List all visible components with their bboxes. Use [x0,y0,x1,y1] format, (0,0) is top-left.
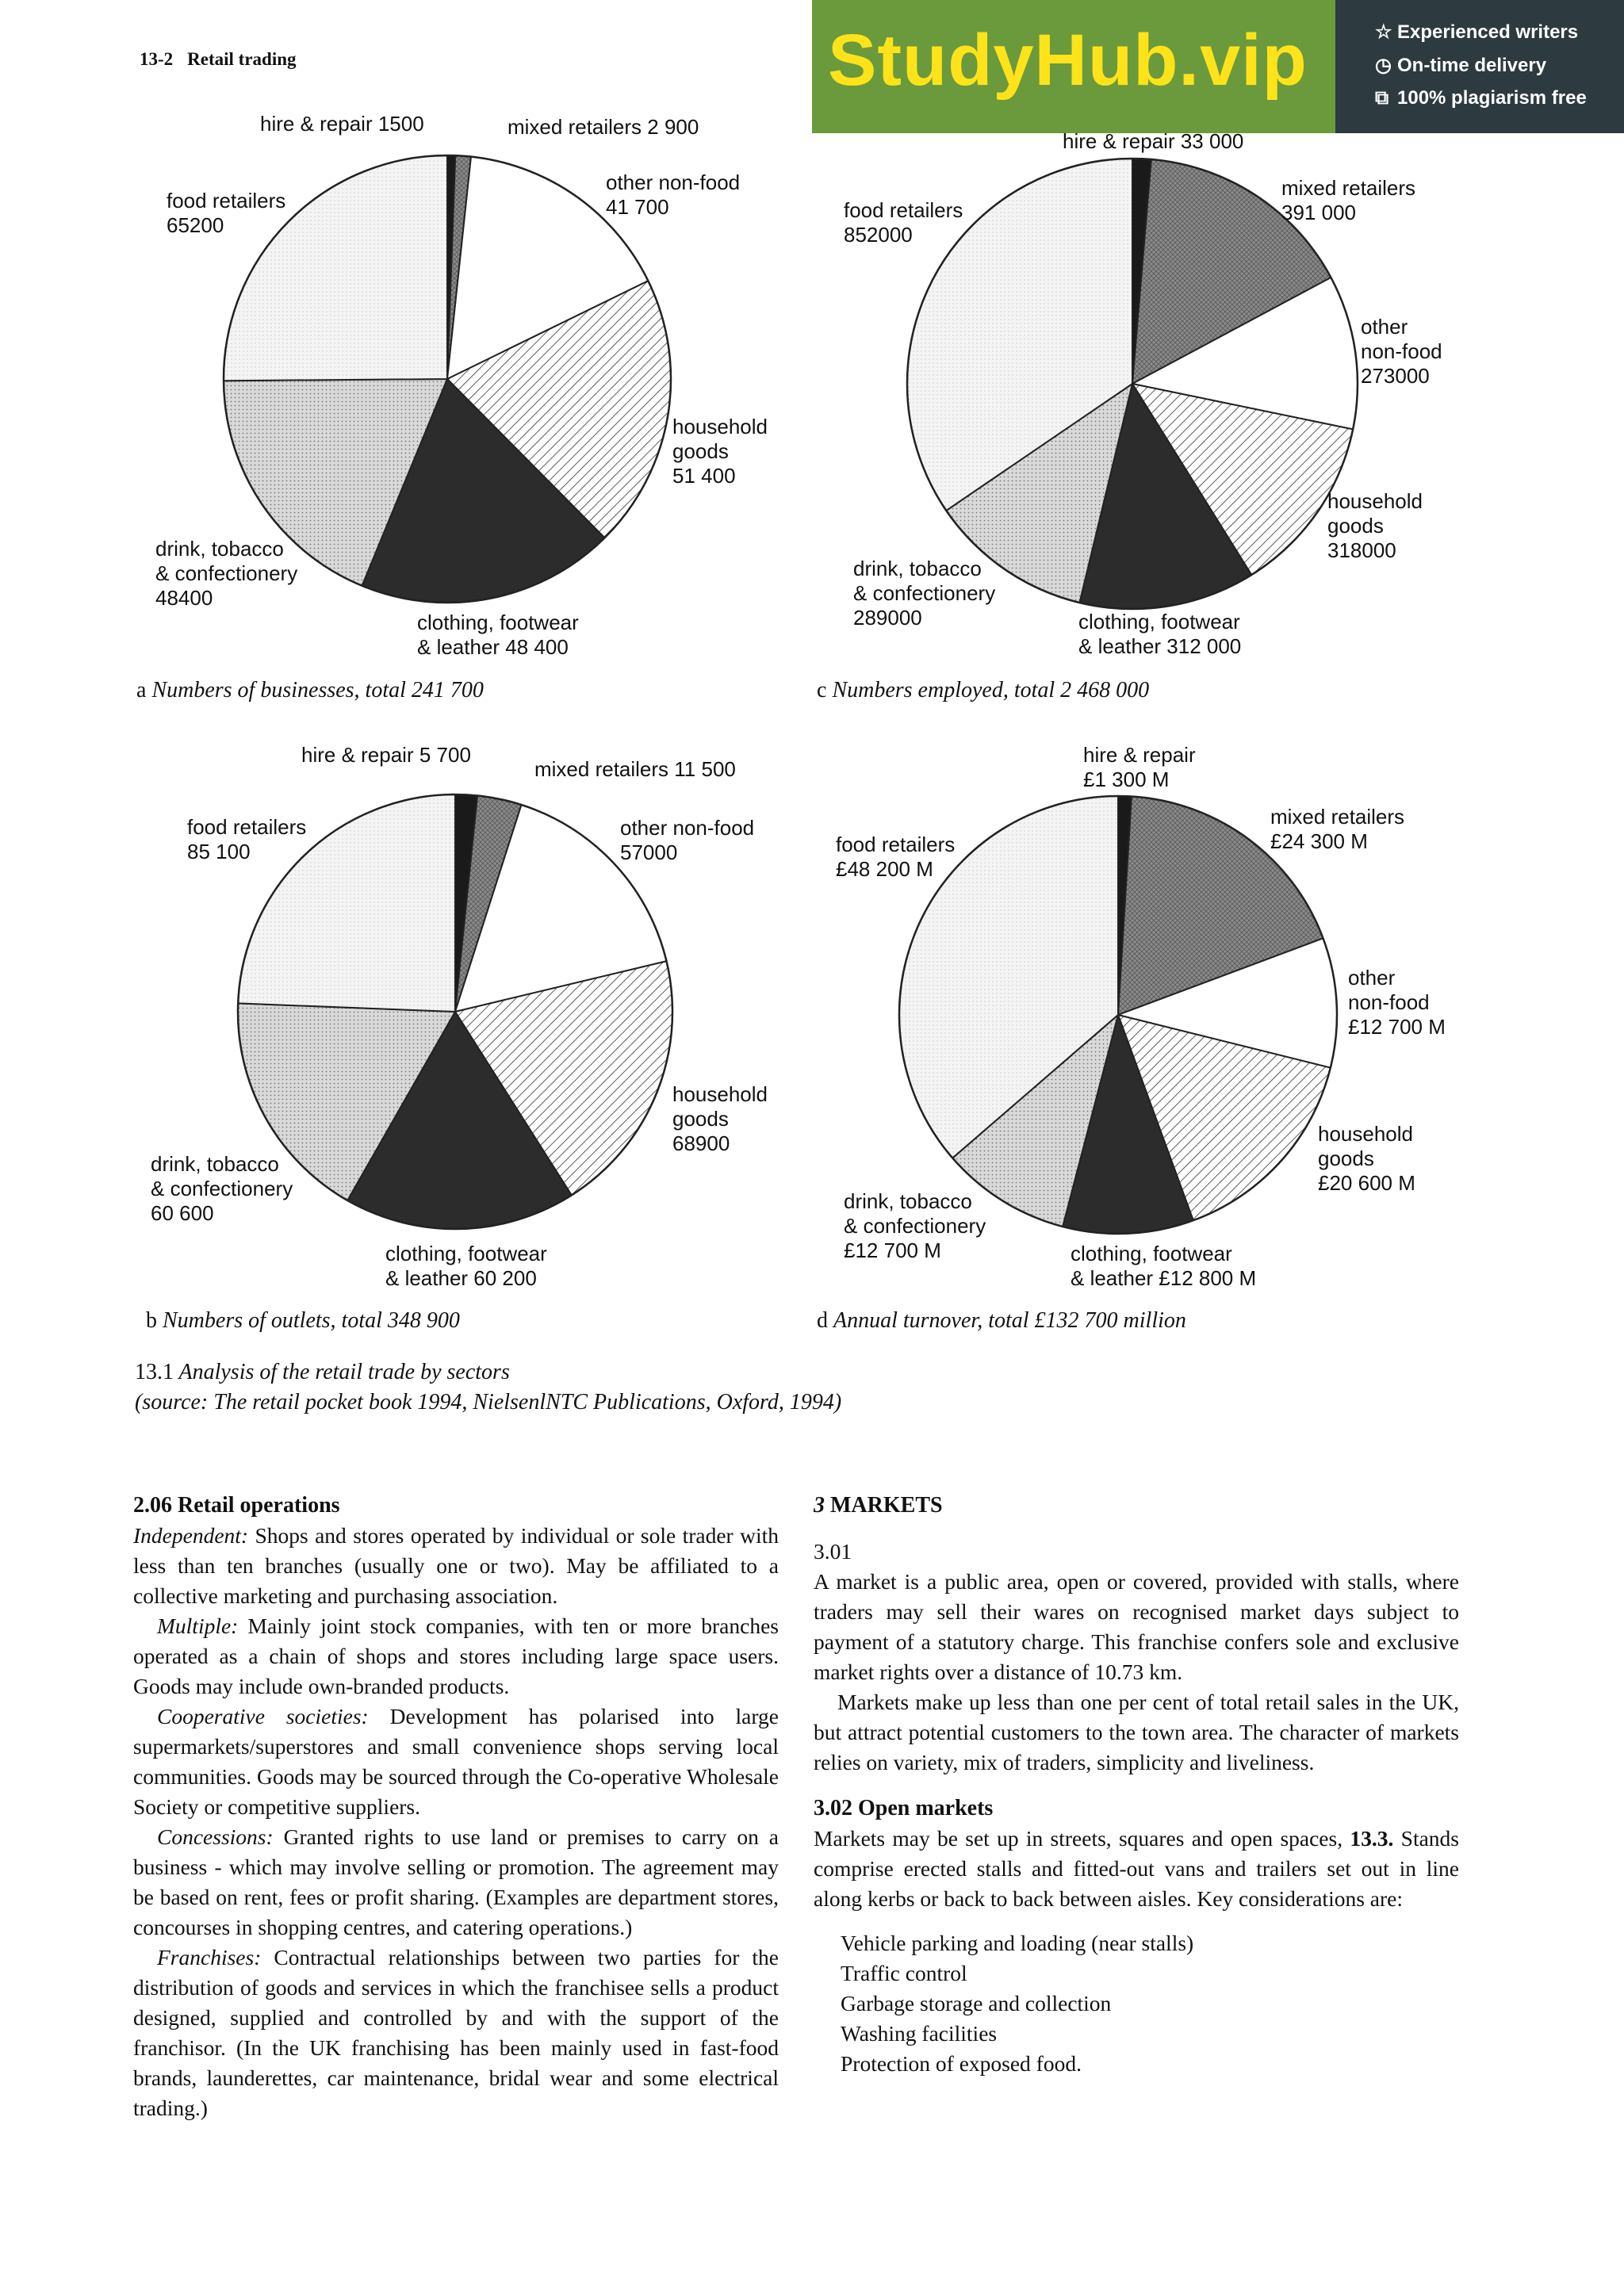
page-number: 13-2 [140,49,174,69]
para-franchises: Franchises: Contractual relationships between two parties for the distribution of goods and services in which the franchisee sells a product designed, supplied and controlled by and with the support of the franchisor. (In the UK franchising has been mainly used in fast-food brands, launderettes, car maintenance, bridal wear and some electrical trading.) [133,1945,779,2120]
para-independent: Independent: Shops and stores operated by individual or sole trader with less than ten branches (usually one or two). May be affiliated to a collective marketing and purchasing association. [133,1523,779,1608]
list-item: Vehicle parking and loading (near stalls) [841,1931,1194,1955]
label-d-other-non-food: other non-food £12 700 M [1348,966,1446,1039]
sub-3-01: 3.01 [814,1539,852,1564]
label-d-mixed-retailers: mixed retailers £24 300 M [1270,805,1405,853]
label-d-food-retailers: food retailers £48 200 M [836,833,956,881]
para-market-share: Markets make up less than one per cent of total retail sales in the UK, but attract potential customers to the town area. The character of markets relies on variety, mix of traders, simplicity and liveliness. [814,1690,1459,1774]
label-c-food-retailers: food retailers 852000 [844,198,963,247]
label-a-household-goods: household goods 51 400 [672,415,768,488]
caption-c: c Numbers employed, total 2 468 000 [817,678,1150,702]
para-concessions: Concessions: Granted rights to use land or premises to carry on a business - which may involve selling or promotion. The agreement may be based on rent, fees or profit sharing. (Examples are department stores, concourses in shopping centres, and catering operations.) [133,1824,779,1939]
star-icon: ☆ [1375,21,1392,43]
label-c-other-non-food: other non-food 273000 [1361,315,1442,388]
label-b-drink-tobacco: drink, tobacco & confectionery 60 600 [151,1152,293,1225]
list-item: Washing facilities [841,2021,998,2046]
para-market-definition: A market is a public area, open or covered, provided with stalls, where traders may sell their wares on recognised market days subject to payment of a statutory charge. This franchise confers sole and exclusive market rights over a distance of 10.73 km. [814,1569,1459,1684]
copy-icon: ⧉ [1375,87,1389,109]
caption-a: a Numbers of businesses, total 241 700 [136,678,484,702]
banner-feature: ☆ Experienced writers [1375,21,1579,43]
running-title: Retail trading [187,49,297,69]
heading-retail-operations: 2.06 Retail operations [133,1493,340,1518]
label-a-clothing: clothing, footwear & leather 48 400 [417,611,579,659]
caption-d: d Annual turnover, total £132 700 million [817,1308,1186,1333]
figure-title: Analysis of the retail trade by sectors [178,1360,510,1384]
label-d-clothing: clothing, footwear & leather £12 800 M [1071,1242,1257,1290]
figure-number: 13.1 [135,1360,174,1384]
label-b-household-goods: household goods 68900 [672,1082,768,1155]
considerations-list [814,1928,1459,2079]
banner-feature: ⧉ 100% plagiarism free [1375,87,1587,109]
label-c-household-goods: household goods 318000 [1327,489,1423,562]
label-a-other-non-food: other non-food 41 700 [606,170,741,219]
list-item: Protection of exposed food. [841,2051,1082,2076]
figure-source: (source: The retail pocket book 1994, NielsenlNTC Publications, Oxford, 1994) [135,1390,842,1414]
label-a-hire-repair: hire & repair 1500 [260,112,424,136]
label-c-mixed-retailers: mixed retailers 391 000 [1281,176,1416,224]
right-column [814,1491,1459,2079]
list-item: Traffic control [841,1961,967,1985]
label-d-household-goods: household goods £20 600 M [1318,1122,1415,1195]
banner-feature: ◷ On-time delivery [1375,55,1547,76]
clock-icon: ◷ [1375,55,1392,76]
label-b-clothing: clothing, footwear & leather 60 200 [385,1242,547,1290]
label-a-mixed-retailers: mixed retailers 2 900 [508,115,699,139]
label-c-hire-repair: hire & repair 33 000 [1063,129,1244,153]
para-cooperative: Cooperative societies: Development has polarised into large supermarkets/superstores and small convenience shops serving local communities. Goods may be sourced through the Co-operative Wholesale Society or competitive suppliers. [133,1704,779,1819]
figure-caption [135,1357,841,1418]
label-b-hire-repair: hire & repair 5 700 [301,743,471,767]
label-b-other-non-food: other non-food 57000 [620,816,755,864]
left-column [133,1491,779,2123]
label-a-food-retailers: food retailers 65200 [167,189,286,237]
label-d-hire-repair: hire & repair £1 300 M [1083,743,1196,791]
label-b-food-retailers: food retailers 85 100 [187,815,307,863]
label-c-drink-tobacco: drink, tobacco & confectionery 289000 [853,557,996,630]
heading-markets: 3 MARKETS [814,1493,943,1518]
label-a-drink-tobacco: drink, tobacco & confectionery 48400 [155,537,298,610]
label-d-drink-tobacco: drink, tobacco & confectionery £12 700 M [844,1189,986,1262]
para-open-markets: Markets may be set up in streets, squares and open spaces, 13.3. Stands comprise erected stalls and fitted-out vans and trailers set out in line along kerbs or back to back between aisles. Key considerations are: [814,1826,1459,1911]
banner-logo[interactable]: StudyHub.vip [828,20,1308,101]
para-multiple: Multiple: Mainly joint stock companies, with ten or more branches operated as a chain of shops and stores including large space users. Goods may include own-branded products. [133,1614,779,1698]
label-c-clothing: clothing, footwear & leather 312 000 [1078,610,1242,658]
caption-b: b Numbers of outlets, total 348 900 [146,1308,460,1333]
heading-open-markets: 3.02 Open markets [814,1796,994,1820]
list-item: Garbage storage and collection [841,1991,1112,2015]
label-b-mixed-retailers: mixed retailers 11 500 [534,757,736,781]
